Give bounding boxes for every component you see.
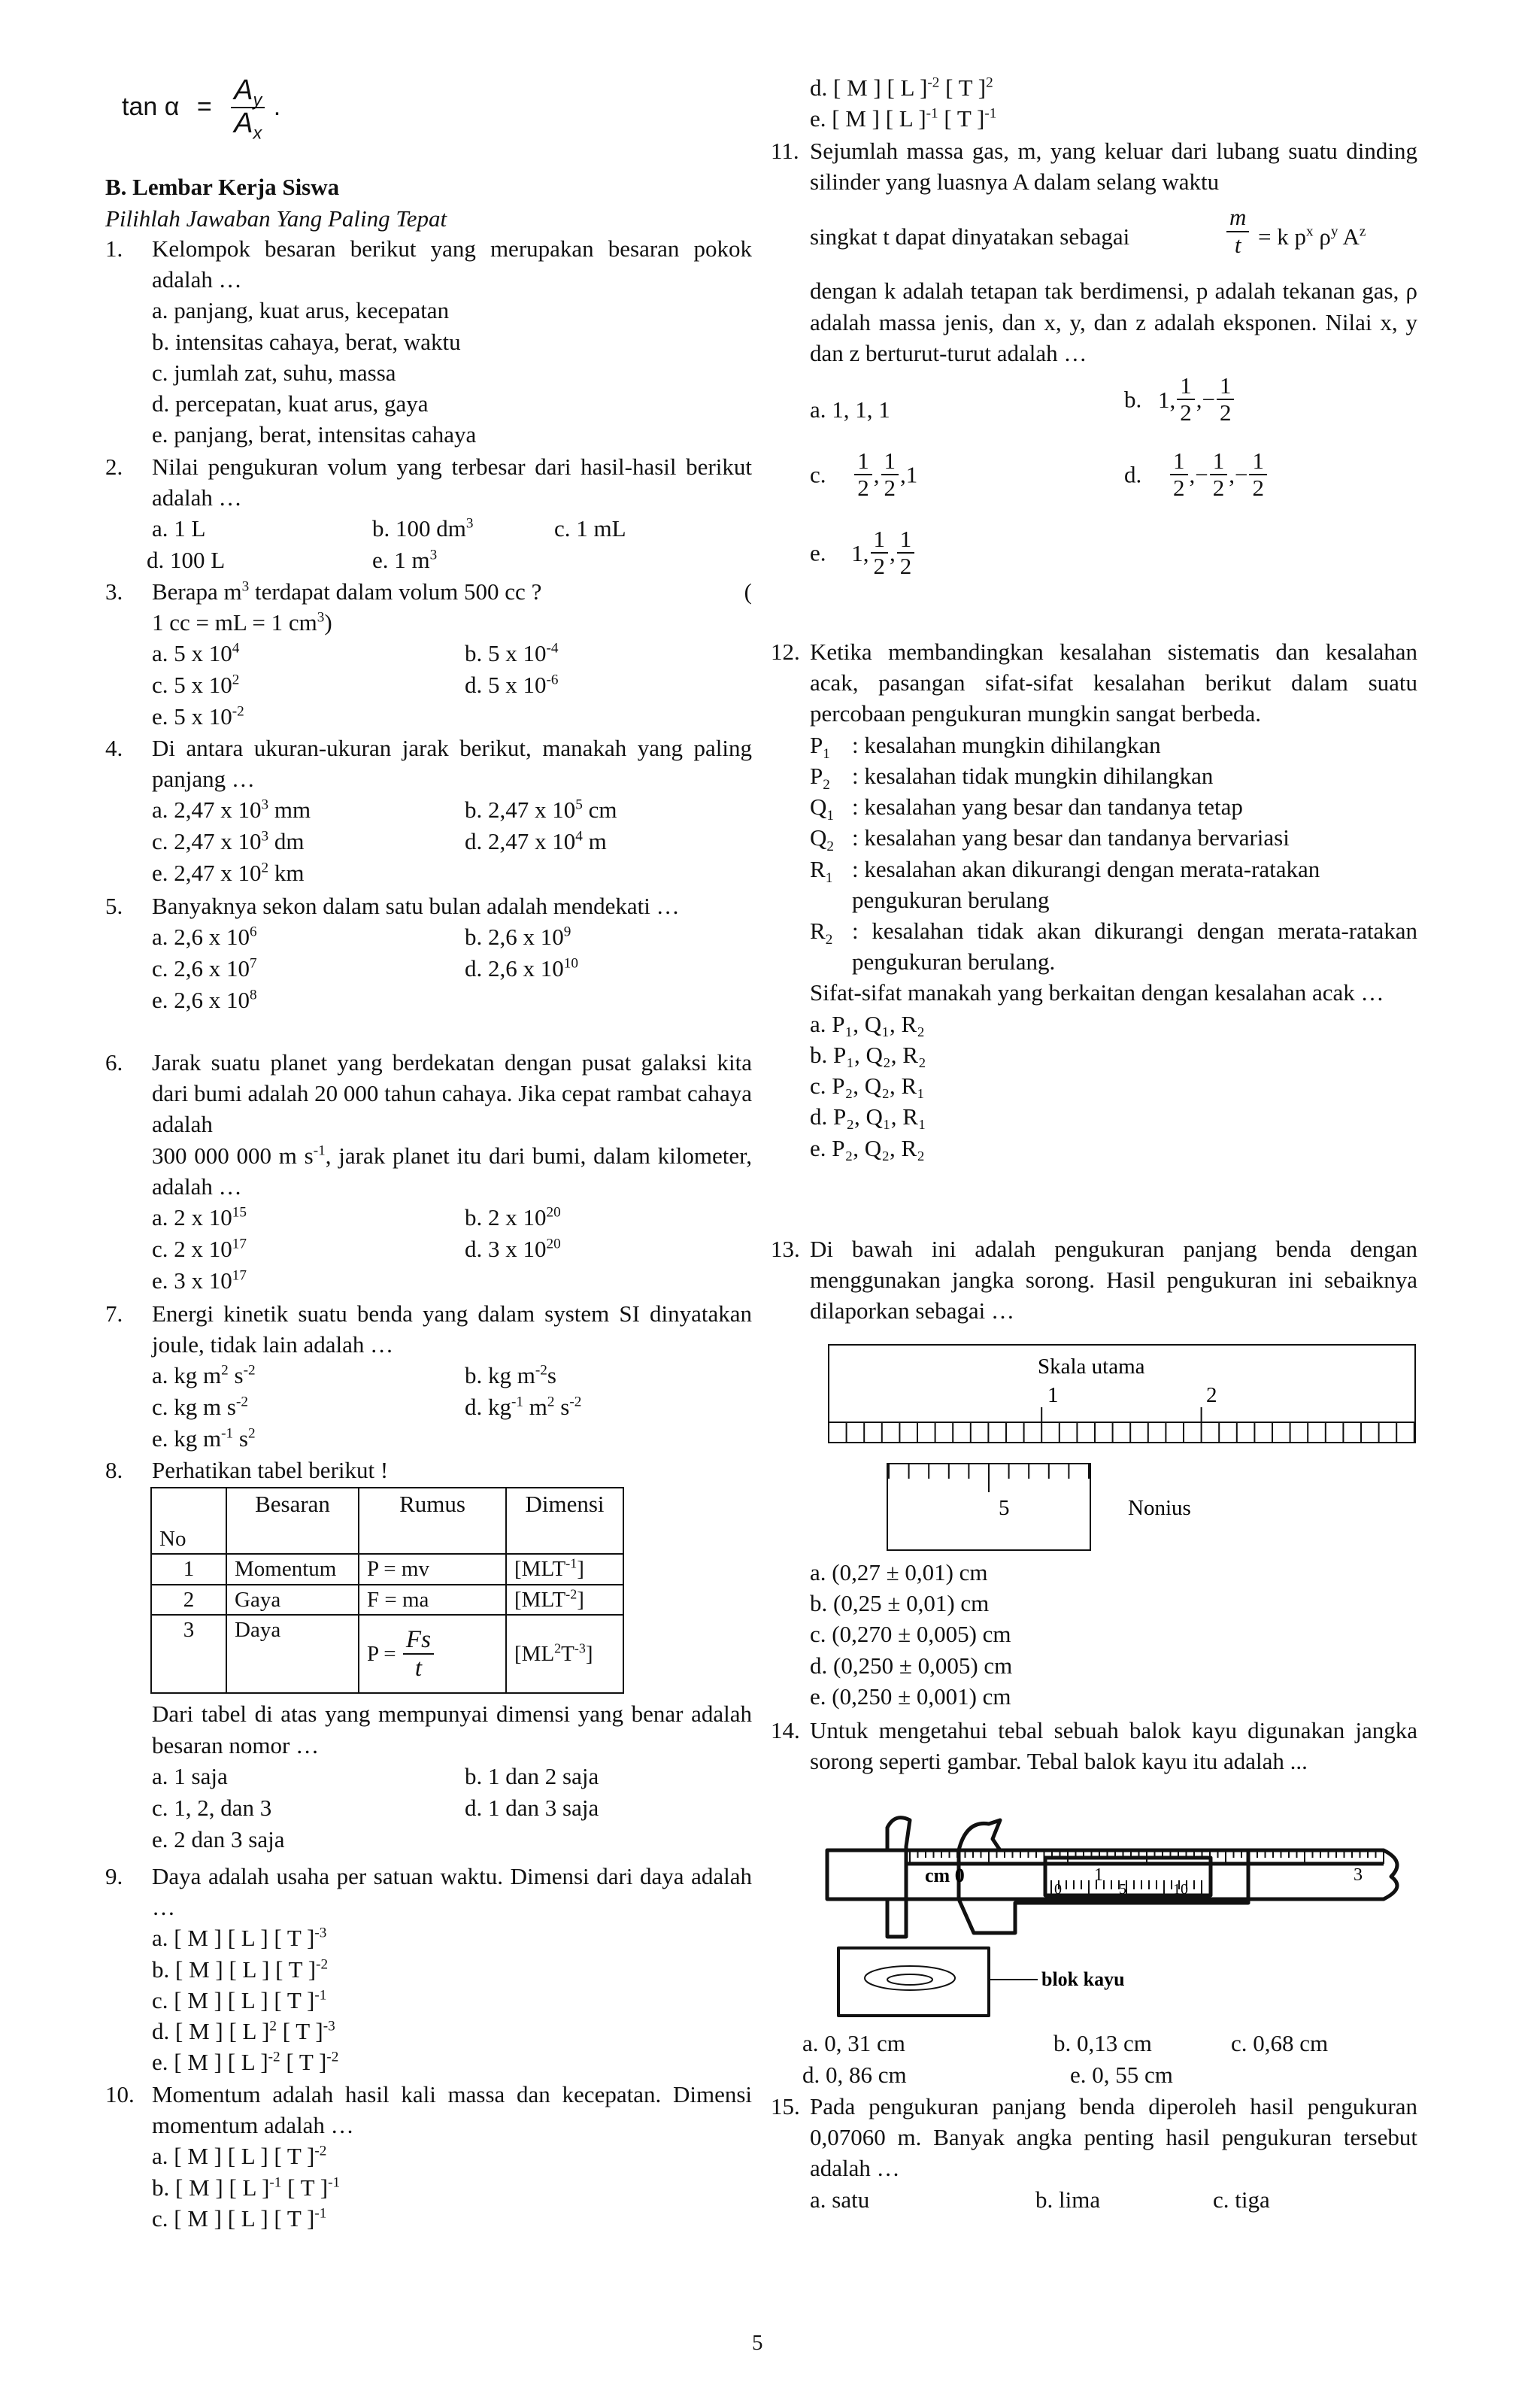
q11-option-d[interactable]: d. $\frac{1}{2}$ ,− $\frac{1}{2}$ ,− $\frac{1}{2}$ bbox=[1124, 448, 1269, 501]
fig-vernier-5: 5 bbox=[999, 1496, 1010, 1520]
q1-option-a[interactable]: a. panjang, kuat arus, kecepatan bbox=[152, 297, 450, 324]
q2-option-d[interactable]: d. 100 L bbox=[147, 547, 226, 574]
vernier-scale-figure bbox=[827, 1343, 1421, 1554]
caliper-vernier-0: 0 bbox=[1054, 1881, 1062, 1898]
caliper-vernier-10: 10 bbox=[1173, 1881, 1188, 1898]
q5-option-e[interactable]: e. 2,6 x $10^8$ bbox=[152, 987, 257, 1014]
q12-option-e[interactable]: e. P₂, Q₂, R₂ bbox=[810, 1134, 925, 1161]
q12-statements: $P_1$ : kesalahan mungkin dihilangkan $P_2$ : kesalahan tidak mungkin dihilangkan $Q_1$ : kesalahan yang besar dan tandanya tetap $Q_2$ : kesalahan yang besar dan tandanya bervariasi $R_1$ : kesalahan akan dikurangi dengan merata-ratakan pengukuran berulang $R_2$ : kesalahan tidak akan dikurangi dengan merata-ratakan pengukuran berulang. bbox=[810, 731, 1417, 976]
q6-option-a[interactable]: a. 2 x $10^{15}$ bbox=[152, 1204, 247, 1231]
q15-option-a[interactable]: a. satu bbox=[810, 2186, 870, 2213]
q1-option-b[interactable]: b. intensitas cahaya, berat, waktu bbox=[152, 328, 461, 355]
fig-main-scale-label: Skala utama bbox=[1038, 1355, 1145, 1379]
q9-option-e[interactable]: e. [ M ] [ L ]$^{-2}$ [ T ]$^{-2}$ bbox=[152, 2049, 339, 2076]
q8-option-c[interactable]: c. 1, 2, dan 3 bbox=[152, 1794, 272, 1821]
caliper-ticks bbox=[910, 1850, 1384, 1895]
q13-option-d[interactable]: d. (0,250 ± 0,005) cm bbox=[810, 1652, 1013, 1679]
question-12: 12. Ketika membandingkan kesalahan sistematis dan kesalahan acak, pasangan sifat-sifat kesalahan berikut dalam suatu percobaan pengukuran mungkin sangat berbeda. $P_1$ : kesalahan mungkin dihilangkan $P_2$ : kesalahan tidak mungkin dihilangkan $Q_1$ : kesalahan yang besar dan tandanya tetap $Q_2$ : kesalahan yang besar dan tandanya bervariasi $R_1$ : kesalahan akan dikurangi dengan merata-ratakan pengukuran berulang $R_2$ : kesalahan tidak akan dikurangi dengan merata-ratakan pengukuran berulang. Sifat-sifat manakah yang berkaitan dengan kesalahan acak … a. P₁, Q₁, R₂ b. P₁, Q₂, R₂ c. P₂, Q₂, R₁ d. P₂, Q₁, R₁ e. P₂, Q₂, R₂ bbox=[771, 636, 1417, 1164]
question-15: 15. Pada pengukuran panjang benda diperoleh hasil pengukuran 0,07060 m. Banyak angka penting hasil pengukuran tersebut adalah … a. satu b. lima c. tiga bbox=[771, 2091, 1417, 2216]
question-2: 2. Nilai pengukuran volum yang terbesar dari hasil-hasil berikut adalah … a. 1 L b. 100 $dm^3$ c. 1 mL d. 100 L e. 1 $m^3$ bbox=[105, 451, 752, 576]
table-header-dimensi: Dimensi bbox=[506, 1488, 623, 1554]
q12-option-c[interactable]: c. P₂, Q₂, R₁ bbox=[810, 1073, 925, 1100]
q3-option-b[interactable]: b. 5 x $10^{-4}$ bbox=[465, 640, 559, 667]
q10-option-b[interactable]: b. [ M ] [ L ]$^{-1}$ [ T ]$^{-1}$ bbox=[152, 2174, 341, 2201]
main-scale-ticks bbox=[829, 1407, 1415, 1443]
q12-option-a[interactable]: a. P₁, Q₁, R₂ bbox=[810, 1010, 925, 1037]
q11-option-a[interactable]: a. 1, 1, 1 bbox=[810, 396, 890, 423]
table-row: 2 Gaya F = ma $[MLT^{-2}]$ bbox=[151, 1585, 623, 1616]
q5-option-c[interactable]: c. 2,6 x $10^7$ bbox=[152, 955, 257, 982]
fig-tick-1: 1 bbox=[1047, 1383, 1059, 1407]
q7-option-c[interactable]: c. kg m $s^{-2}$ bbox=[152, 1394, 248, 1421]
q2-option-a[interactable]: a. 1 L bbox=[152, 515, 206, 542]
q7-option-e[interactable]: e. kg $m^{-1}$ $s^2$ bbox=[152, 1425, 256, 1452]
q13-option-c[interactable]: c. (0,270 ± 0,005) cm bbox=[810, 1621, 1011, 1648]
question-13: 13. Di bawah ini adalah pengukuran panjang benda dengan menggunakan jangka sorong. Hasil pengukuran ini sebaiknya dilaporkan sebagai … bbox=[771, 1236, 1417, 1324]
caliper-cm0: cm 0 bbox=[925, 1865, 965, 1886]
q8-option-e[interactable]: e. 2 dan 3 saja bbox=[152, 1825, 285, 1852]
q5-option-d[interactable]: d. 2,6 x $10^{10}$ bbox=[465, 955, 578, 982]
q15-option-c[interactable]: c. tiga bbox=[1213, 2186, 1270, 2213]
q13-option-e[interactable]: e. (0,250 ± 0,001) cm bbox=[810, 1682, 1011, 1710]
q11-option-c[interactable]: c. $\frac{1}{2}$ , $\frac{1}{2}$ ,1 bbox=[810, 448, 918, 502]
page-number: 5 bbox=[752, 2331, 763, 2355]
q7-option-a[interactable]: a. kg $m^2$ $s^{-2}$ bbox=[152, 1362, 256, 1389]
question-7: 7. Energi kinetik suatu benda yang dalam system SI dinyatakan joule, tidak lain adalah … a. kg $m^2$ $s^{-2}$ b. kg $m^{-2}s$ c. kg m $s^{-2}$ d. $kg^{-1}$ $m^2$ $s^{-2}$ e. kg $m^{-1}$ $s^2$ bbox=[105, 1298, 752, 1455]
table-row: 3 Daya P = $\frac{Fs}{t}$ $[ML^2T^{-3}]$ bbox=[151, 1615, 623, 1693]
q1-option-e[interactable]: e. panjang, berat, intensitas cahaya bbox=[152, 421, 477, 448]
caliper-tick-1: 1 bbox=[1094, 1865, 1103, 1885]
q3-option-d[interactable]: d. 5 x $10^{-6}$ bbox=[465, 672, 559, 699]
section-title: B. Lembar Kerja Siswa bbox=[105, 174, 340, 200]
q4-option-d[interactable]: d. 2,47 x $10^4$ m bbox=[465, 828, 607, 855]
q7-option-b[interactable]: b. kg $m^{-2}s$ bbox=[465, 1362, 556, 1389]
q2-option-b[interactable]: b. 100 $dm^3$ bbox=[372, 515, 474, 542]
q5-option-a[interactable]: a. 2,6 x $10^6$ bbox=[152, 924, 257, 951]
section-instruction: Pilihlah Jawaban Yang Paling Tepat bbox=[105, 205, 447, 232]
q8-option-a[interactable]: a. 1 saja bbox=[152, 1762, 228, 1789]
question-14: 14. Untuk mengetahui tebal sebuah balok kayu digunakan jangka sorong seperti gambar. Tebal balok kayu itu adalah ... bbox=[771, 1717, 1417, 1775]
q3-option-c[interactable]: c. 5 x $10^2$ bbox=[152, 672, 240, 699]
q4-option-a[interactable]: a. 2,47 x $10^3$ mm bbox=[152, 796, 311, 824]
q14-option-c[interactable]: c. 0,68 cm bbox=[1231, 2030, 1329, 2056]
q4-option-e[interactable]: e. 2,47 x $10^2$ km bbox=[152, 860, 305, 887]
caliper-tick-3: 3 bbox=[1354, 1865, 1363, 1885]
caliper-slider bbox=[959, 1820, 1248, 1933]
question-9: 9. Daya adalah usaha per satuan waktu. Dimensi dari daya adalah … a. [ M ] [ L ] [ T ]$^{-3}$ b. [ M ] [ L ] [ T ]$^{-2}$ c. [ M ] [ L ] [ T ]$^{-1}$ d. [ M ] [ L ]$^2$ [ T ]$^{-3}$ e. [ M ] [ L ]$^{-2}$ [ T ]$^{-2}$ bbox=[105, 1861, 752, 2078]
q12-option-d[interactable]: d. P₂, Q₁, R₁ bbox=[810, 1103, 926, 1130]
q1-option-c[interactable]: c. jumlah zat, suhu, massa bbox=[152, 359, 396, 386]
q14-option-e[interactable]: e. 0, 55 cm bbox=[1070, 2062, 1173, 2088]
q10-option-a[interactable]: a. [ M ] [ L ] [ T ]$^{-2}$ bbox=[152, 2143, 327, 2170]
q1-option-d[interactable]: d. percepatan, kuat arus, gaya bbox=[152, 390, 429, 417]
table-header-rumus: Rumus bbox=[359, 1488, 506, 1554]
question-10: 10. Momentum adalah hasil kali massa dan kecepatan. Dimensi momentum adalah … a. [ M ] [ L ] [ T ]$^{-2}$ b. [ M ] [ L ]$^{-1}$ [ T ]$^{-1}$ c. [ M ] [ L ] [ T ]$^{-1}$ bbox=[105, 2079, 752, 2234]
q8-option-b[interactable]: b. 1 dan 2 saja bbox=[465, 1762, 599, 1789]
formula-tan-alpha: tan α = $\frac{A_y}{A_x}$ . bbox=[122, 74, 281, 143]
dimension-table bbox=[150, 1487, 624, 1694]
q6-option-d[interactable]: d. 3 x $10^{20}$ bbox=[465, 1236, 561, 1263]
fig-nonius-label: Nonius bbox=[1128, 1496, 1191, 1520]
q13-options bbox=[810, 1557, 1012, 1712]
question-11: 11. Sejumlah massa gas, m, yang keluar dari lubang suatu dinding silinder yang luasnya A dalam selang waktu singkat t dapat dinyatakan sebagai $\frac{m}{t}$ = k $p^x$ $\rho^y$ $A^z$ dengan k adalah tetapan tak berdimensi, p adalah tekanan gas, ρ adalah massa jenis, dan x, y, dan z adalah eksponen. Nilai x, y dan z berturut-turut adalah … a. 1, 1, 1 b. 1, $\frac{1}{2}$ ,− $\frac{1}{2}$ c. $\frac{1}{2}$ , $\frac{1}{2}$ ,1 d. $\frac{1}{2}$ ,− $\frac{1}{2}$ ,− $\frac{1}{2}$ e. 1, $\frac{1}{2}$ , $\frac{1}{2}$ bbox=[771, 138, 1417, 580]
question-1: 1. Kelompok besaran berikut yang merupakan besaran pokok adalah … a. panjang, kuat arus, kecepatan b. intensitas cahaya, berat, waktu c. jumlah zat, suhu, massa d. percepatan, kuat arus, gaya e. panjang, berat, intensitas cahaya bbox=[105, 233, 752, 451]
question-6: 6. Jarak suatu planet yang berdekatan dengan pusat galaksi kita dari bumi adalah 20 000 tahun cahaya. Jika cepat rambat cahaya adalah 300 000 000 m $s^{-1}$, jarak planet itu dari bumi, dalam kilometer, adalah … a. 2 x $10^{15}$ b. 2 x $10^{20}$ c. 2 x $10^{17}$ d. 3 x $10^{20}$ e. 3 x $10^{17}$ bbox=[105, 1047, 752, 1297]
q10-option-c[interactable]: c. [ M ] [ L ] [ T ]$^{-1}$ bbox=[152, 2204, 327, 2232]
q6-option-c[interactable]: c. 2 x $10^{17}$ bbox=[152, 1236, 247, 1263]
question-4: 4. Di antara ukuran-ukuran jarak berikut, manakah yang paling panjang … a. 2,47 x $10^3$ mm b. 2,47 x $10^5$ cm c. 2,47 x $10^3$ dm d. 2,47 x $10^4$ m e. 2,47 x $10^2$ km bbox=[105, 733, 752, 889]
q13-option-b[interactable]: b. (0,25 ± 0,01) cm bbox=[810, 1590, 990, 1617]
q14-option-a[interactable]: a. 0, 31 cm bbox=[802, 2030, 905, 2056]
q10-option-d[interactable]: d. [ M ] [ L ]$^{-2}$ [ T ]$^2$ bbox=[810, 74, 993, 101]
q14-option-d[interactable]: d. 0, 86 cm bbox=[802, 2062, 907, 2088]
caliper-wood-label: blok kayu bbox=[1041, 1968, 1125, 1990]
caliper-vernier-5: 5 bbox=[1119, 1881, 1126, 1898]
fig-tick-2: 2 bbox=[1206, 1383, 1217, 1407]
q4-option-b[interactable]: b. 2,47 x $10^5$ cm bbox=[465, 796, 617, 824]
q8-option-d[interactable]: d. 1 dan 3 saja bbox=[465, 1794, 599, 1821]
question-3: 3. Berapa $m^3$ terdapat dalam volum 500 cc ? ( 1 cc = mL = 1 $cm^3$) a. 5 x $10^4$ b. 5 x $10^{-4}$ c. 5 x $10^2$ d. 5 x $10^{-6}$ e. 5 x $10^{-2}$ bbox=[105, 576, 752, 733]
q14-options bbox=[802, 2028, 1419, 2091]
formula-fraction: $\frac{A_y}{A_x}$ bbox=[231, 75, 265, 140]
q3-option-a[interactable]: a. 5 x $10^4$ bbox=[152, 640, 240, 667]
caliper-fixed-jaw bbox=[827, 1818, 910, 1937]
q6-option-e[interactable]: e. 3 x $10^{17}$ bbox=[152, 1267, 247, 1294]
wood-block bbox=[838, 1948, 989, 2016]
q12-option-b[interactable]: b. P₁, Q₂, R₂ bbox=[810, 1041, 926, 1068]
question-8: 8. Perhatikan tabel berikut ! No Besaran Rumus Dimensi 1 Momentum P = mv $[MLT^{-1}]$ 2 Gaya F = ma $[MLT^{-2}]$ 3 Daya P = $\frac{Fs}{t}$ $[ML^2T^{-3}]$ Dari tabel di atas yang mempunyai dimensi yang benar adalah besaran nomor … a. 1 saja b. 1 dan 2 saja c. 1, 2, dan 3 d. 1 dan 3 saja e. 2 dan 3 saja bbox=[105, 1455, 752, 1855]
q9-option-a[interactable]: a. [ M ] [ L ] [ T ]$^{-3}$ bbox=[152, 1925, 327, 1952]
q9-option-b[interactable]: b. [ M ] [ L ] [ T ]$^{-2}$ bbox=[152, 1956, 329, 1983]
q10-continued bbox=[810, 72, 996, 134]
q9-option-c[interactable]: c. [ M ] [ L ] [ T ]$^{-1}$ bbox=[152, 1986, 327, 2013]
q14-option-b[interactable]: b. 0,13 cm bbox=[1053, 2030, 1152, 2056]
q11-option-b[interactable]: b. 1, $\frac{1}{2}$ ,− $\frac{1}{2}$ bbox=[1124, 373, 1235, 426]
q2-option-e[interactable]: e. 1 $m^3$ bbox=[372, 547, 438, 574]
q9-option-d[interactable]: d. [ M ] [ L ]$^2$ [ T ]$^{-3}$ bbox=[152, 2018, 335, 2045]
q5-option-b[interactable]: b. 2,6 x $10^9$ bbox=[465, 924, 571, 951]
q13-option-a[interactable]: a. (0,27 ± 0,01) cm bbox=[810, 1559, 988, 1585]
q3-option-e[interactable]: e. 5 x $10^{-2}$ bbox=[152, 703, 244, 730]
q4-option-c[interactable]: c. 2,47 x $10^3$ dm bbox=[152, 828, 305, 855]
q2-option-c[interactable]: c. 1 mL bbox=[554, 515, 626, 542]
table-header-no: No bbox=[151, 1488, 226, 1554]
q11-option-e[interactable]: e. 1, $\frac{1}{2}$ , $\frac{1}{2}$ bbox=[810, 526, 916, 579]
q10-option-e[interactable]: e. [ M ] [ L ]$^{-1}$ [ T ]$^{-1}$ bbox=[810, 105, 997, 132]
q7-option-d[interactable]: d. $kg^{-1}$ $m^2$ $s^{-2}$ bbox=[465, 1394, 582, 1421]
table-row: 1 Momentum P = mv $[MLT^{-1}]$ bbox=[151, 1554, 623, 1585]
q15-option-b[interactable]: b. lima bbox=[1035, 2186, 1101, 2213]
caliper-figure bbox=[812, 1805, 1414, 2023]
question-5: 5. Banyaknya sekon dalam satu bulan adalah mendekati … a. 2,6 x $10^6$ b. 2,6 x $10^9$ c. 2,6 x $10^7$ d. 2,6 x $10^{10}$ e. 2,6 x $10^8$ bbox=[105, 891, 752, 1016]
q6-option-b[interactable]: b. 2 x $10^{20}$ bbox=[465, 1204, 561, 1231]
table-header-besaran: Besaran bbox=[226, 1488, 359, 1554]
